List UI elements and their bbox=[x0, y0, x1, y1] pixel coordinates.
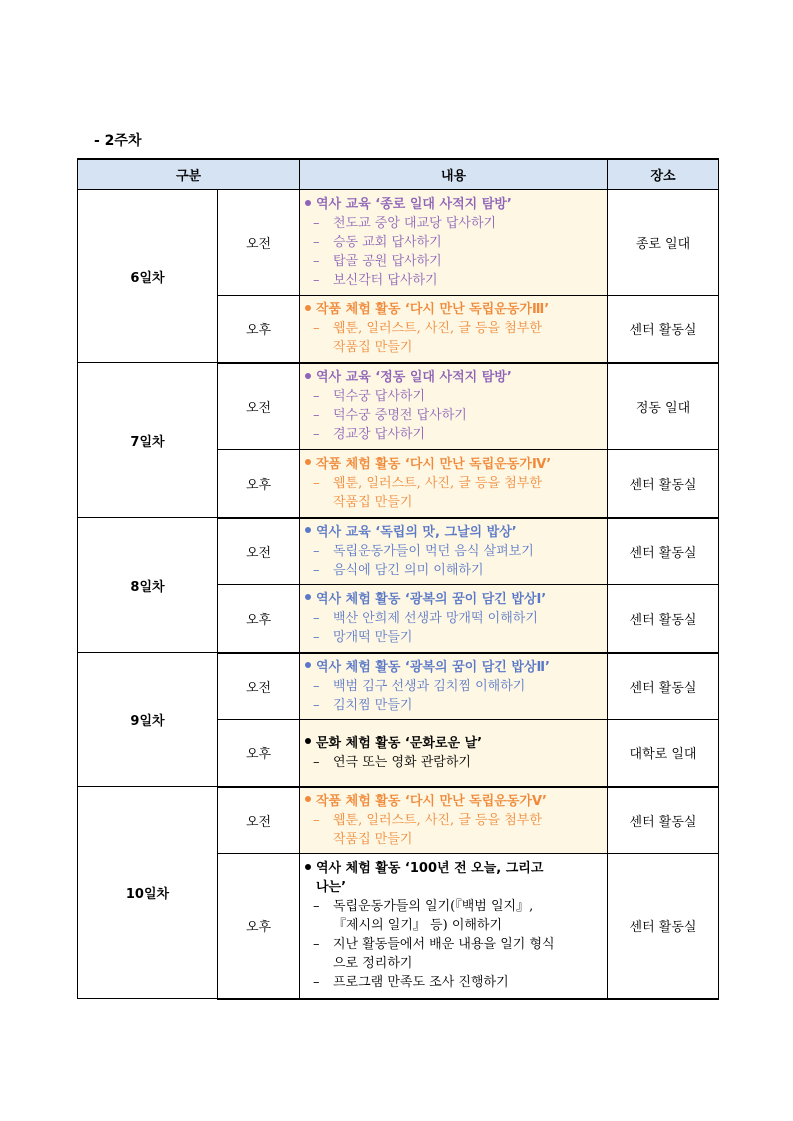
activity-item: 연극 또는 영화 관람하기 bbox=[333, 754, 471, 770]
activity-title: 역사 교육 ‘정동 일대 사적지 탐방’ bbox=[316, 370, 512, 386]
activity-item: 덕수궁 답사하기 bbox=[333, 389, 426, 405]
bullet-icon bbox=[305, 738, 311, 744]
bullet-icon bbox=[305, 662, 311, 668]
activity-item: 승동 교회 답사하기 bbox=[333, 235, 442, 250]
time-label: 오후 bbox=[218, 720, 300, 787]
bullet-icon bbox=[305, 796, 311, 802]
activity-item: 망개떡 만들기 bbox=[333, 629, 413, 645]
activity-content: 역사 교육 ‘정동 일대 사적지 탐방’ – 덕수궁 답사하기 – 덕수궁 중명전 답사하기 – 경교장 답사하기 bbox=[300, 363, 608, 450]
activity-item: 독립운동가들의 일기(『백범 일지』, bbox=[333, 899, 534, 915]
activity-title: 역사 교육 ‘종로 일대 사적지 탐방’ bbox=[316, 197, 512, 212]
activity-item: 『제시의 일기』 등) 이해하기 bbox=[333, 918, 503, 934]
time-label: 오전 bbox=[218, 363, 300, 450]
place-label: 종로 일대 bbox=[608, 190, 719, 296]
schedule-table bbox=[77, 158, 719, 1000]
day-label: 8일차 bbox=[78, 518, 218, 653]
activity-title: 역사 체험 활동 ‘광복의 꿈이 담긴 밥상Ⅱ’ bbox=[316, 659, 550, 675]
place-label: 센터 활동실 bbox=[608, 518, 719, 585]
day-label: 7일차 bbox=[78, 363, 218, 518]
bullet-icon bbox=[305, 305, 311, 311]
place-label: 센터 활동실 bbox=[608, 854, 719, 999]
table-row bbox=[78, 363, 719, 450]
header-division: 구분 bbox=[78, 159, 300, 190]
bullet-icon bbox=[305, 864, 311, 870]
place-label: 센터 활동실 bbox=[608, 296, 719, 363]
activity-item: 지난 활동들에서 배운 내용을 일기 형식 bbox=[333, 937, 555, 953]
activity-item: 작품집 만들기 bbox=[333, 494, 413, 510]
activity-item: 작품집 만들기 bbox=[333, 340, 413, 356]
activity-title: 작품 체험 활동 ‘다시 만난 독립운동가Ⅳ’ bbox=[316, 456, 552, 472]
activity-content: 역사 체험 활동 ‘광복의 꿈이 담긴 밥상Ⅱ’ – 백범 김구 선생과 김치찜 이해하기 – 김치찜 만들기 bbox=[300, 653, 608, 720]
activity-item: 김치찜 만들기 bbox=[333, 697, 413, 713]
table-header-row bbox=[78, 159, 719, 190]
activity-item: 백산 안희제 선생과 망개떡 이해하기 bbox=[333, 610, 538, 626]
activity-item: 웹툰, 일러스트, 사진, 글 등을 첨부한 bbox=[333, 321, 542, 337]
table-row bbox=[78, 787, 719, 854]
day-label: 10일차 bbox=[78, 787, 218, 999]
activity-content: 문화 체험 활동 ‘문화로운 날’ – 연극 또는 영화 관람하기 bbox=[300, 720, 608, 787]
table-row bbox=[78, 653, 719, 720]
activity-content: 작품 체험 활동 ‘다시 만난 독립운동가Ⅲ’ – 웹툰, 일러스트, 사진, 글 등을 첨부한 작품집 만들기 bbox=[300, 296, 608, 363]
activity-item: 탑골 공원 답사하기 bbox=[333, 254, 442, 269]
activity-title: 역사 체험 활동 ‘광복의 꿈이 담긴 밥상Ⅰ’ bbox=[316, 591, 547, 607]
time-label: 오후 bbox=[218, 450, 300, 518]
activity-title: 역사 교육 ‘독립의 맛, 그날의 밥상’ bbox=[316, 524, 517, 540]
bullet-icon bbox=[305, 373, 311, 379]
time-label: 오전 bbox=[218, 190, 300, 296]
activity-content: 역사 교육 ‘독립의 맛, 그날의 밥상’ – 독립운동가들이 먹던 음식 살펴보기 – 음식에 담긴 의미 이해하기 bbox=[300, 518, 608, 585]
place-label: 대학로 일대 bbox=[608, 720, 719, 787]
activity-item: 작품집 만들기 bbox=[333, 831, 413, 847]
activity-item: 으로 정리하기 bbox=[333, 956, 413, 972]
activity-item: 천도교 중앙 대교당 답사하기 bbox=[333, 216, 497, 231]
header-place: 장소 bbox=[608, 159, 719, 190]
activity-title: 작품 체험 활동 ‘다시 만난 독립운동가Ⅴ’ bbox=[316, 793, 547, 809]
activity-item: 경교장 답사하기 bbox=[333, 427, 426, 443]
bullet-icon bbox=[305, 594, 311, 600]
activity-item: 백범 김구 선생과 김치찜 이해하기 bbox=[333, 678, 526, 694]
activity-item: 음식에 담긴 의미 이해하기 bbox=[333, 562, 484, 578]
time-label: 오후 bbox=[218, 585, 300, 653]
activity-title: 문화 체험 활동 ‘문화로운 날’ bbox=[316, 735, 483, 751]
day-label: 6일차 bbox=[78, 190, 218, 363]
place-label: 센터 활동실 bbox=[608, 787, 719, 854]
activity-item: 독립운동가들이 먹던 음식 살펴보기 bbox=[333, 543, 534, 559]
activity-title-cont: 나는’ bbox=[316, 880, 347, 896]
time-label: 오전 bbox=[218, 787, 300, 854]
table-row bbox=[78, 190, 719, 296]
header-content: 내용 bbox=[300, 159, 608, 190]
table-row bbox=[78, 518, 719, 585]
activity-item: 덕수궁 중명전 답사하기 bbox=[333, 408, 467, 424]
bullet-icon bbox=[305, 527, 311, 533]
activity-item: 웹툰, 일러스트, 사진, 글 등을 첨부한 bbox=[333, 812, 542, 828]
week-heading: - 2주차 bbox=[94, 133, 142, 149]
place-label: 정동 일대 bbox=[608, 363, 719, 450]
activity-title: 작품 체험 활동 ‘다시 만난 독립운동가Ⅲ’ bbox=[316, 302, 550, 318]
activity-item: 보신각터 답사하기 bbox=[333, 273, 438, 288]
time-label: 오전 bbox=[218, 653, 300, 720]
place-label: 센터 활동실 bbox=[608, 450, 719, 518]
activity-title: 역사 체험 활동 ‘100년 전 오늘, 그리고 bbox=[316, 861, 544, 877]
activity-item: 웹툰, 일러스트, 사진, 글 등을 첨부한 bbox=[333, 475, 542, 491]
time-label: 오전 bbox=[218, 518, 300, 585]
activity-content: 작품 체험 활동 ‘다시 만난 독립운동가Ⅴ’ – 웹툰, 일러스트, 사진, 글 등을 첨부한 작품집 만들기 bbox=[300, 787, 608, 854]
place-label: 센터 활동실 bbox=[608, 653, 719, 720]
activity-content: 역사 체험 활동 ‘광복의 꿈이 담긴 밥상Ⅰ’ – 백산 안희제 선생과 망개떡 이해하기 – 망개떡 만들기 bbox=[300, 585, 608, 653]
day-label: 9일차 bbox=[78, 653, 218, 787]
activity-content: 역사 체험 활동 ‘100년 전 오늘, 그리고 나는’ – 독립운동가들의 일기(『백범 일지』, 『제시의 일기』 등) 이해하기 – 지난 활동들에서 배운 내용을 일기 형식 으로 정리하기 – 프로그램 만족도 조사 진행하기 bbox=[300, 854, 608, 999]
place-label: 센터 활동실 bbox=[608, 585, 719, 653]
time-label: 오후 bbox=[218, 854, 300, 999]
time-label: 오후 bbox=[218, 296, 300, 363]
activity-content: 작품 체험 활동 ‘다시 만난 독립운동가Ⅳ’ – 웹툰, 일러스트, 사진, 글 등을 첨부한 작품집 만들기 bbox=[300, 450, 608, 518]
bullet-icon bbox=[305, 200, 311, 206]
activity-content: 역사 교육 ‘종로 일대 사적지 탐방’ – 천도교 중앙 대교당 답사하기 – 승동 교회 답사하기 – 탑골 공원 답사하기 – 보신각터 답사하기 bbox=[300, 190, 608, 296]
activity-item: 프로그램 만족도 조사 진행하기 bbox=[333, 975, 509, 991]
bullet-icon bbox=[305, 459, 311, 465]
